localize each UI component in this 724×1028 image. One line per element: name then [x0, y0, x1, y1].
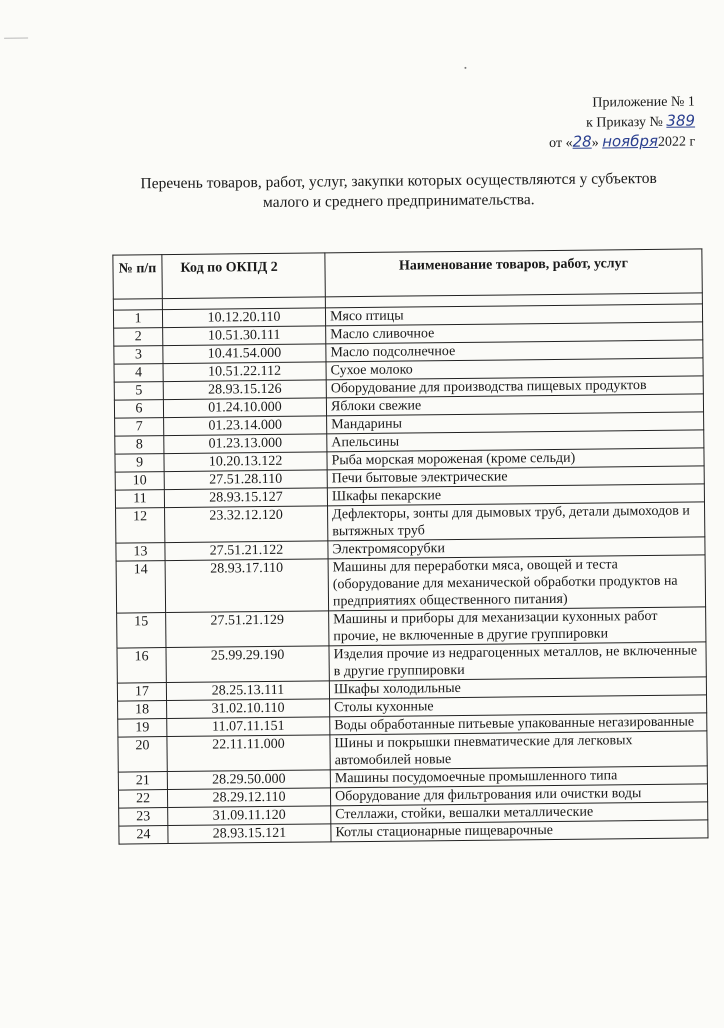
row-number: 11	[115, 490, 164, 509]
order-date-line	[435, 131, 695, 154]
row-okpd-code: 10.20.13.122	[164, 452, 327, 472]
scan-speck	[464, 67, 466, 69]
row-item-name: Яблоки свежие	[326, 394, 703, 416]
header-num: № п/п	[113, 255, 162, 300]
row-okpd-code: 28.29.50.000	[167, 770, 330, 790]
title-line-1: Перечень товаров, работ, услуг, закупки которых осуществляются у субъектов	[140, 169, 657, 193]
row-okpd-code: 28.93.17.110	[165, 559, 329, 613]
appendix-header	[435, 92, 696, 154]
row-number: 5	[114, 382, 163, 401]
date-mid: »	[591, 135, 599, 151]
row-item-name: Дефлекторы, зонты для дымовых труб, детали дымоходов и вытяжных труб	[328, 502, 705, 541]
row-item-name: Масло подсолнечное	[326, 340, 703, 362]
row-number: 8	[115, 436, 164, 455]
row-item-name: Печи бытовые электрические	[327, 466, 704, 488]
row-okpd-code: 28.25.13.111	[166, 681, 329, 701]
row-number: 17	[117, 683, 166, 702]
row-item-name: Масло сливочное	[326, 322, 703, 344]
row-number: 20	[118, 737, 167, 773]
row-okpd-code: 27.51.21.129	[166, 611, 329, 648]
row-okpd-code: 28.93.15.127	[164, 488, 327, 508]
row-okpd-code: 28.29.12.110	[167, 788, 330, 808]
row-okpd-code: 28.93.15.121	[168, 824, 331, 844]
row-item-name: Котлы стационарные пищеварочные	[331, 820, 708, 842]
row-okpd-code: 28.93.15.126	[163, 380, 326, 400]
row-okpd-code: 01.24.10.000	[163, 398, 326, 418]
row-number: 16	[117, 648, 166, 684]
row-item-name: Шкафы холодильные	[329, 677, 706, 699]
row-okpd-code: 27.51.21.122	[165, 541, 328, 561]
row-number: 2	[114, 328, 163, 347]
row-item-name: Рыба морская мороженая (кроме сельди)	[327, 448, 704, 470]
goods-table	[112, 248, 708, 844]
row-okpd-code: 23.32.12.120	[165, 506, 328, 543]
row-item-name: Оборудование для производства пищевых продуктов	[326, 376, 703, 398]
table-row	[116, 555, 706, 613]
row-number: 19	[118, 719, 167, 738]
order-number-line	[435, 111, 695, 134]
row-okpd-code: 10.41.54.000	[163, 344, 326, 364]
row-item-name: Апельсины	[327, 430, 704, 452]
date-day-handwritten: 28	[572, 132, 592, 151]
row-item-name: Столы кухонные	[330, 695, 707, 717]
row-number: 12	[116, 508, 165, 544]
row-item-name: Мандарины	[327, 412, 704, 434]
table-header-row	[113, 249, 702, 299]
appendix-number: Приложение № 1	[592, 94, 695, 111]
row-number: 7	[115, 418, 164, 437]
row-item-name: Шкафы пекарские	[327, 484, 704, 506]
row-number: 13	[116, 543, 165, 562]
row-okpd-code: 22.11.11.000	[167, 735, 330, 772]
row-okpd-code: 27.51.28.110	[164, 470, 327, 490]
date-prefix: от «	[549, 135, 573, 152]
row-item-name: Сухое молоко	[326, 358, 703, 380]
row-item-name: Мясо птицы	[325, 304, 702, 326]
row-okpd-code: 31.09.11.120	[168, 806, 331, 826]
row-okpd-code: 10.51.30.111	[163, 326, 326, 346]
row-item-name: Электромясорубки	[328, 537, 705, 559]
row-item-name: Машины и приборы для механизации кухонных работ прочие, не включенные в другие группировки	[329, 607, 706, 646]
row-number: 18	[118, 701, 167, 720]
order-number-handwritten: 389	[666, 111, 696, 130]
row-okpd-code: 01.23.13.000	[164, 434, 327, 454]
row-okpd-code: 01.23.14.000	[164, 416, 327, 436]
row-number: 9	[115, 454, 164, 473]
row-number: 3	[114, 346, 163, 365]
row-okpd-code: 31.02.10.110	[167, 699, 330, 719]
scan-mark	[4, 37, 28, 38]
order-prefix: к Приказу №	[585, 114, 663, 131]
row-item-name: Машины для переработки мяса, овощей и теста (оборудование для механической обработки продуктов на предприятиях общественного питания)	[328, 555, 706, 611]
row-item-name: Стеллажи, стойки, вешалки металлические	[331, 802, 708, 824]
title-line-2: малого и среднего предпринимательства.	[262, 191, 535, 212]
row-number: 21	[118, 772, 167, 791]
row-number: 1	[113, 310, 162, 329]
row-item-name: Машины посудомоечные промышленного типа	[330, 766, 707, 788]
row-okpd-code: 10.51.22.112	[163, 362, 326, 382]
row-number: 15	[117, 613, 166, 649]
date-suffix: 2022 г	[657, 134, 696, 150]
date-month-handwritten: ноября	[602, 131, 659, 151]
table-body	[113, 304, 708, 844]
row-number: 24	[119, 826, 168, 845]
header-name: Наименование товаров, работ, услуг	[325, 249, 702, 297]
header-code: Код по ОКПД 2	[162, 253, 325, 299]
row-okpd-code: 11.07.11.151	[167, 717, 330, 737]
spacer-cell	[113, 299, 162, 311]
row-number: 6	[114, 400, 163, 419]
row-item-name: Шины и покрышки пневматические для легковых автомобилей новые	[330, 731, 707, 770]
row-okpd-code: 25.99.29.190	[166, 646, 329, 683]
row-number: 10	[115, 472, 164, 491]
row-number: 23	[119, 808, 168, 827]
row-item-name: Воды обработанные питьевые упакованные негазированные	[330, 713, 707, 735]
row-number: 14	[116, 561, 166, 614]
row-item-name: Оборудование для фильтрования или очистки воды	[330, 784, 707, 806]
document-title	[94, 168, 704, 214]
row-number: 22	[118, 790, 167, 809]
row-number: 4	[114, 364, 163, 383]
row-okpd-code: 10.12.20.110	[162, 308, 325, 328]
row-item-name: Изделия прочие из недрагоценных металлов, не включенные в другие группировки	[329, 642, 706, 681]
